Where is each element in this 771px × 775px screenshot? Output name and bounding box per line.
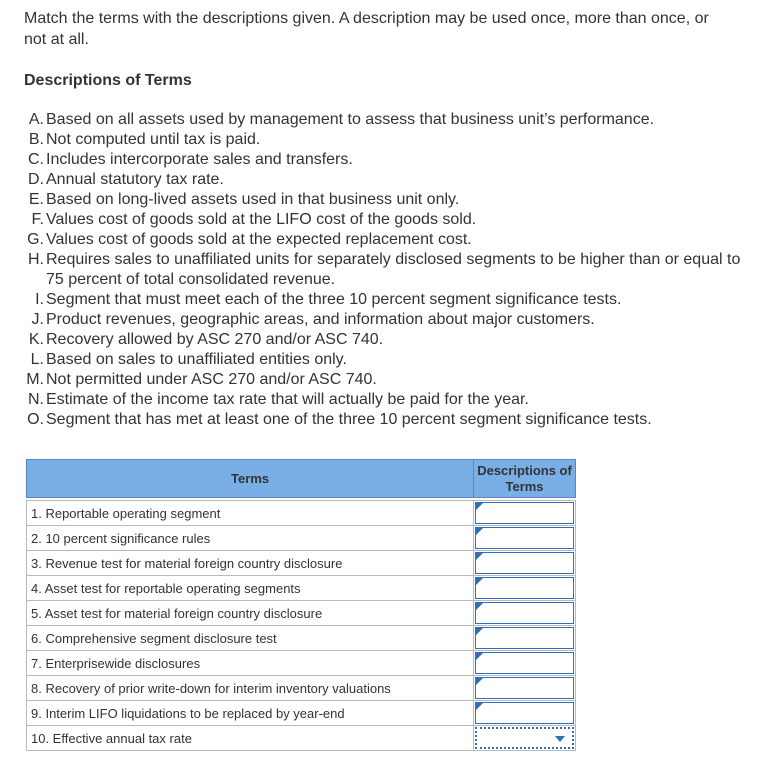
term-cell: 5. Asset test for material foreign country disclosure [27, 601, 474, 626]
description-select[interactable] [475, 702, 574, 724]
description-letter: H. [28, 251, 44, 268]
description-letter: A. [28, 111, 44, 128]
dropdown-corner-icon [476, 578, 483, 585]
table-row [27, 701, 576, 726]
description-select[interactable] [475, 652, 574, 674]
description-text: Product revenues, geographic areas, and information about major customers. [46, 311, 595, 328]
table-header-row [27, 460, 576, 498]
dropdown-corner-icon [476, 678, 483, 685]
term-cell: 6. Comprehensive segment disclosure test [27, 626, 474, 651]
table-row [27, 651, 576, 676]
description-letter: B. [28, 131, 44, 148]
dropdown-corner-icon [476, 653, 483, 660]
description-item [24, 310, 749, 330]
term-cell: 7. Enterprisewide disclosures [27, 651, 474, 676]
description-select[interactable] [475, 527, 574, 549]
description-letter: I. [35, 291, 44, 308]
description-letter: O. [27, 411, 44, 428]
description-item [24, 230, 749, 250]
description-select[interactable] [475, 577, 574, 599]
description-letter: L. [30, 351, 44, 368]
description-text: Segment that must meet each of the three 10 percent segment significance tests. [46, 291, 622, 308]
description-letter: N. [28, 391, 44, 408]
term-cell: 2. 10 percent significance rules [27, 526, 474, 551]
dropdown-corner-icon [476, 603, 483, 610]
dropdown-corner-icon [476, 503, 483, 510]
description-select[interactable] [475, 502, 574, 524]
term-cell: 3. Revenue test for material foreign country disclosure [27, 551, 474, 576]
description-item [24, 130, 749, 150]
description-item [24, 250, 749, 290]
description-item [24, 150, 749, 170]
description-letter: K. [28, 331, 44, 348]
description-select-cell [474, 651, 576, 676]
description-item [24, 110, 749, 130]
description-item [24, 210, 749, 230]
description-select-cell [474, 601, 576, 626]
description-text: Requires sales to unaffiliated units for separately disclosed segments to be higher than or equal to 75 percent of total consolidated revenue. [46, 251, 741, 288]
description-text: Includes intercorporate sales and transfers. [46, 151, 353, 168]
description-text: Not permitted under ASC 270 and/or ASC 740. [46, 371, 377, 388]
description-select-focused[interactable] [475, 727, 574, 749]
description-select-cell [474, 501, 576, 526]
description-select-cell [474, 551, 576, 576]
description-select[interactable] [475, 627, 574, 649]
description-item [24, 190, 749, 210]
description-text: Values cost of goods sold at the LIFO cost of the goods sold. [46, 211, 477, 228]
instructions-text: Match the terms with the descriptions given. A description may be used once, more than once, or not at all. [24, 10, 709, 48]
description-text: Based on all assets used by management to assess that business unit’s performance. [46, 111, 655, 128]
description-text: Values cost of goods sold at the expected replacement cost. [46, 231, 472, 248]
description-item [24, 350, 749, 370]
description-item [24, 390, 749, 410]
description-text: Recovery allowed by ASC 270 and/or ASC 740. [46, 331, 384, 348]
term-cell: 10. Effective annual tax rate [27, 726, 474, 751]
descriptions-heading: Descriptions of Terms [24, 72, 192, 89]
description-select-cell [474, 626, 576, 651]
term-cell: 4. Asset test for reportable operating segments [27, 576, 474, 601]
table-row [27, 726, 576, 751]
description-letter: C. [28, 151, 44, 168]
description-item [24, 170, 749, 190]
description-select[interactable] [475, 552, 574, 574]
description-item [24, 370, 749, 390]
description-letter: M. [26, 371, 44, 388]
dropdown-corner-icon [476, 553, 483, 560]
description-item [24, 290, 749, 310]
description-select-cell [474, 676, 576, 701]
description-letter: D. [28, 171, 44, 188]
table-row [27, 501, 576, 526]
description-text: Segment that has met at least one of the three 10 percent segment significance tests. [46, 411, 652, 428]
description-text: Not computed until tax is paid. [46, 131, 261, 148]
table-row [27, 576, 576, 601]
description-letter: G. [27, 231, 44, 248]
description-select-cell [474, 526, 576, 551]
description-select[interactable] [475, 677, 574, 699]
descriptions-column-header: Descriptions of Terms [474, 460, 576, 498]
description-text: Annual statutory tax rate. [46, 171, 224, 188]
description-item [24, 330, 749, 350]
term-cell: 1. Reportable operating segment [27, 501, 474, 526]
table-row [27, 526, 576, 551]
terms-column-header: Terms [27, 460, 474, 498]
dropdown-corner-icon [476, 528, 483, 535]
table-row [27, 551, 576, 576]
description-select-cell [474, 576, 576, 601]
table-row [27, 601, 576, 626]
table-row [27, 626, 576, 651]
dropdown-corner-icon [476, 628, 483, 635]
description-text: Based on long-lived assets used in that business unit only. [46, 191, 460, 208]
description-select-cell [474, 701, 576, 726]
term-cell: 9. Interim LIFO liquidations to be replaced by year-end [27, 701, 474, 726]
descriptions-list [24, 110, 749, 430]
description-letter: E. [28, 191, 44, 208]
description-item [24, 410, 749, 430]
dropdown-corner-icon [476, 703, 483, 710]
term-cell: 8. Recovery of prior write-down for interim inventory valuations [27, 676, 474, 701]
description-letter: F. [31, 211, 44, 228]
description-text: Based on sales to unaffiliated entities only. [46, 351, 347, 368]
description-select[interactable] [475, 602, 574, 624]
chevron-down-icon[interactable] [555, 736, 565, 742]
description-select-cell [474, 726, 576, 751]
matching-table [26, 459, 576, 751]
description-letter: J. [31, 311, 44, 328]
description-text: Estimate of the income tax rate that will actually be paid for the year. [46, 391, 529, 408]
table-row [27, 676, 576, 701]
